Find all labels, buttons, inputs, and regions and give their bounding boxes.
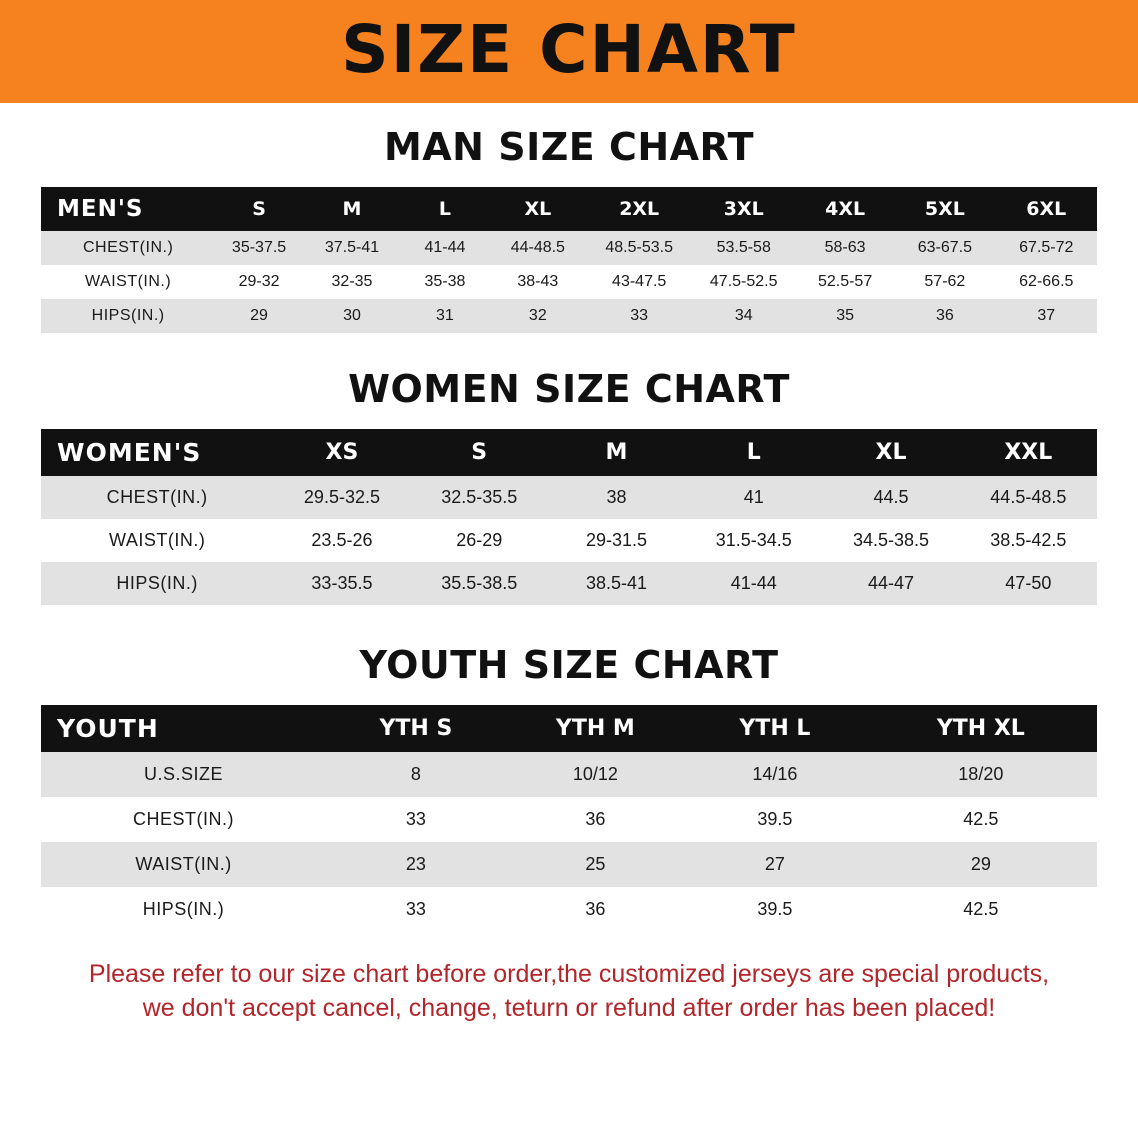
man-size-table <box>41 187 1097 333</box>
col-head-l: L <box>746 440 761 465</box>
cell: 35-38 <box>424 273 466 290</box>
header-banner <box>0 0 1138 103</box>
cell: 63-67.5 <box>917 239 972 256</box>
cell: 29-31.5 <box>585 530 648 550</box>
col-head-xl: XL <box>524 198 552 220</box>
col-head-mens: MEN'S <box>57 196 144 222</box>
cell: 44.5-48.5 <box>990 487 1067 507</box>
cell: 36 <box>935 307 954 324</box>
table-row <box>41 265 1097 299</box>
cell: 38.5-41 <box>585 573 648 593</box>
cell: 53.5-58 <box>716 239 771 256</box>
col-head-3xl: 3XL <box>723 198 764 220</box>
cell: 29 <box>250 307 268 324</box>
cell: 36 <box>585 809 606 829</box>
table-row <box>41 519 1097 562</box>
cell: 35.5-38.5 <box>441 573 518 593</box>
col-head-s: S <box>471 440 488 465</box>
cell: 43-47.5 <box>612 273 667 290</box>
table-row <box>41 299 1097 333</box>
cell: 29-32 <box>238 273 280 290</box>
row-label-waist: WAIST(IN.) <box>135 854 232 874</box>
cell: 33 <box>405 809 426 829</box>
cell: 30 <box>343 307 361 324</box>
page-title: SIZE CHART <box>341 10 797 88</box>
row-label-us-size: U.S.SIZE <box>144 764 224 784</box>
cell: 39.5 <box>757 809 793 829</box>
cell: 42.5 <box>963 809 999 829</box>
cell: 52.5-57 <box>817 273 873 290</box>
cell: 42.5 <box>963 899 999 919</box>
cell: 32 <box>528 307 547 324</box>
col-head-2xl: 2XL <box>619 198 660 220</box>
table-header-row <box>41 187 1097 231</box>
cell: 33-35.5 <box>311 573 373 593</box>
table-header-row <box>41 705 1097 752</box>
cell: 31 <box>436 307 454 324</box>
table-row <box>41 842 1097 887</box>
cell: 23.5-26 <box>311 530 373 550</box>
cell: 47.5-52.5 <box>709 273 778 290</box>
row-label-hips: HIPS(IN.) <box>116 573 198 593</box>
col-head-6xl: 6XL <box>1026 198 1067 220</box>
row-label-waist: WAIST(IN.) <box>85 273 172 290</box>
col-head-l: L <box>438 198 451 220</box>
cell: 27 <box>764 854 785 874</box>
cell: 57-62 <box>924 273 966 290</box>
cell: 41-44 <box>424 239 466 256</box>
cell: 39.5 <box>757 899 793 919</box>
row-label-chest: CHEST(IN.) <box>133 809 235 829</box>
youth-size-table <box>41 705 1097 932</box>
table-row <box>41 887 1097 932</box>
cell: 18/20 <box>958 764 1004 784</box>
row-label-chest: CHEST(IN.) <box>82 239 174 256</box>
cell: 35 <box>836 307 854 324</box>
man-table-wrapper <box>0 187 1138 333</box>
cell: 29 <box>970 854 991 874</box>
table-row <box>41 231 1097 265</box>
cell: 35-37.5 <box>231 239 287 256</box>
cell: 41-44 <box>730 573 777 593</box>
youth-section-title: YOUTH SIZE CHART <box>359 643 779 687</box>
cell: 32.5-35.5 <box>441 487 518 507</box>
row-label-hips: HIPS(IN.) <box>142 899 225 919</box>
row-label-chest: CHEST(IN.) <box>106 487 208 507</box>
cell: 37 <box>1037 307 1056 324</box>
cell: 48.5-53.5 <box>605 239 673 256</box>
man-section-title: MAN SIZE CHART <box>383 125 755 169</box>
cell: 41 <box>743 487 764 507</box>
table-row <box>41 752 1097 797</box>
youth-table-wrapper <box>0 705 1138 932</box>
col-head-yth-m: YTH M <box>555 716 635 741</box>
col-head-yth-s: YTH S <box>379 716 453 741</box>
col-head-xxl: XXL <box>1004 440 1053 465</box>
col-head-womens: WOMEN'S <box>57 438 202 467</box>
col-head-xs: XS <box>325 440 359 465</box>
cell: 14/16 <box>752 764 798 784</box>
row-label-waist: WAIST(IN.) <box>109 530 206 550</box>
cell: 37.5-41 <box>324 239 380 256</box>
col-head-yth-xl: YTH XL <box>936 716 1025 741</box>
col-head-youth: YOUTH <box>57 714 159 743</box>
cell: 33 <box>405 899 426 919</box>
cell: 38-43 <box>517 273 559 290</box>
cell: 25 <box>585 854 606 874</box>
cell: 29.5-32.5 <box>303 487 380 507</box>
cell: 10/12 <box>572 764 618 784</box>
table-header-row <box>41 429 1097 476</box>
women-section-title: WOMEN SIZE CHART <box>348 367 790 411</box>
cell: 36 <box>585 899 606 919</box>
cell: 44.5 <box>873 487 909 507</box>
table-row <box>41 476 1097 519</box>
note-line-2: we don't accept cancel, change, teturn or refund after order has been placed! <box>142 993 996 1022</box>
cell: 44-48.5 <box>510 239 565 256</box>
row-label-hips: HIPS(IN.) <box>91 307 165 324</box>
women-size-table <box>41 429 1097 605</box>
cell: 58-63 <box>824 239 866 256</box>
cell: 44-47 <box>868 573 915 593</box>
note-line-1: Please refer to our size chart before order,the customized jerseys are special products, <box>88 960 1050 988</box>
cell: 31.5-34.5 <box>715 530 792 550</box>
col-head-5xl: 5XL <box>924 198 965 220</box>
women-table-wrapper <box>0 429 1138 605</box>
col-head-xl: XL <box>875 440 907 465</box>
col-head-m: M <box>342 198 362 220</box>
col-head-s: S <box>252 198 266 220</box>
cell: 8 <box>410 764 421 784</box>
table-row <box>41 797 1097 842</box>
cell: 32-35 <box>331 273 373 290</box>
cell: 34.5-38.5 <box>852 530 930 550</box>
cell: 47-50 <box>1005 573 1052 593</box>
col-head-yth-l: YTH L <box>739 716 811 741</box>
col-head-4xl: 4XL <box>825 198 866 220</box>
col-head-m: M <box>605 440 628 465</box>
cell: 33 <box>630 307 649 324</box>
cell: 34 <box>734 307 753 324</box>
order-policy-note <box>38 958 1100 1026</box>
cell: 26-29 <box>456 530 503 550</box>
cell: 67.5-72 <box>1019 239 1074 256</box>
cell: 38 <box>606 487 627 507</box>
cell: 23 <box>405 854 426 874</box>
table-row <box>41 562 1097 605</box>
cell: 38.5-42.5 <box>990 530 1067 550</box>
cell: 62-66.5 <box>1019 273 1074 290</box>
